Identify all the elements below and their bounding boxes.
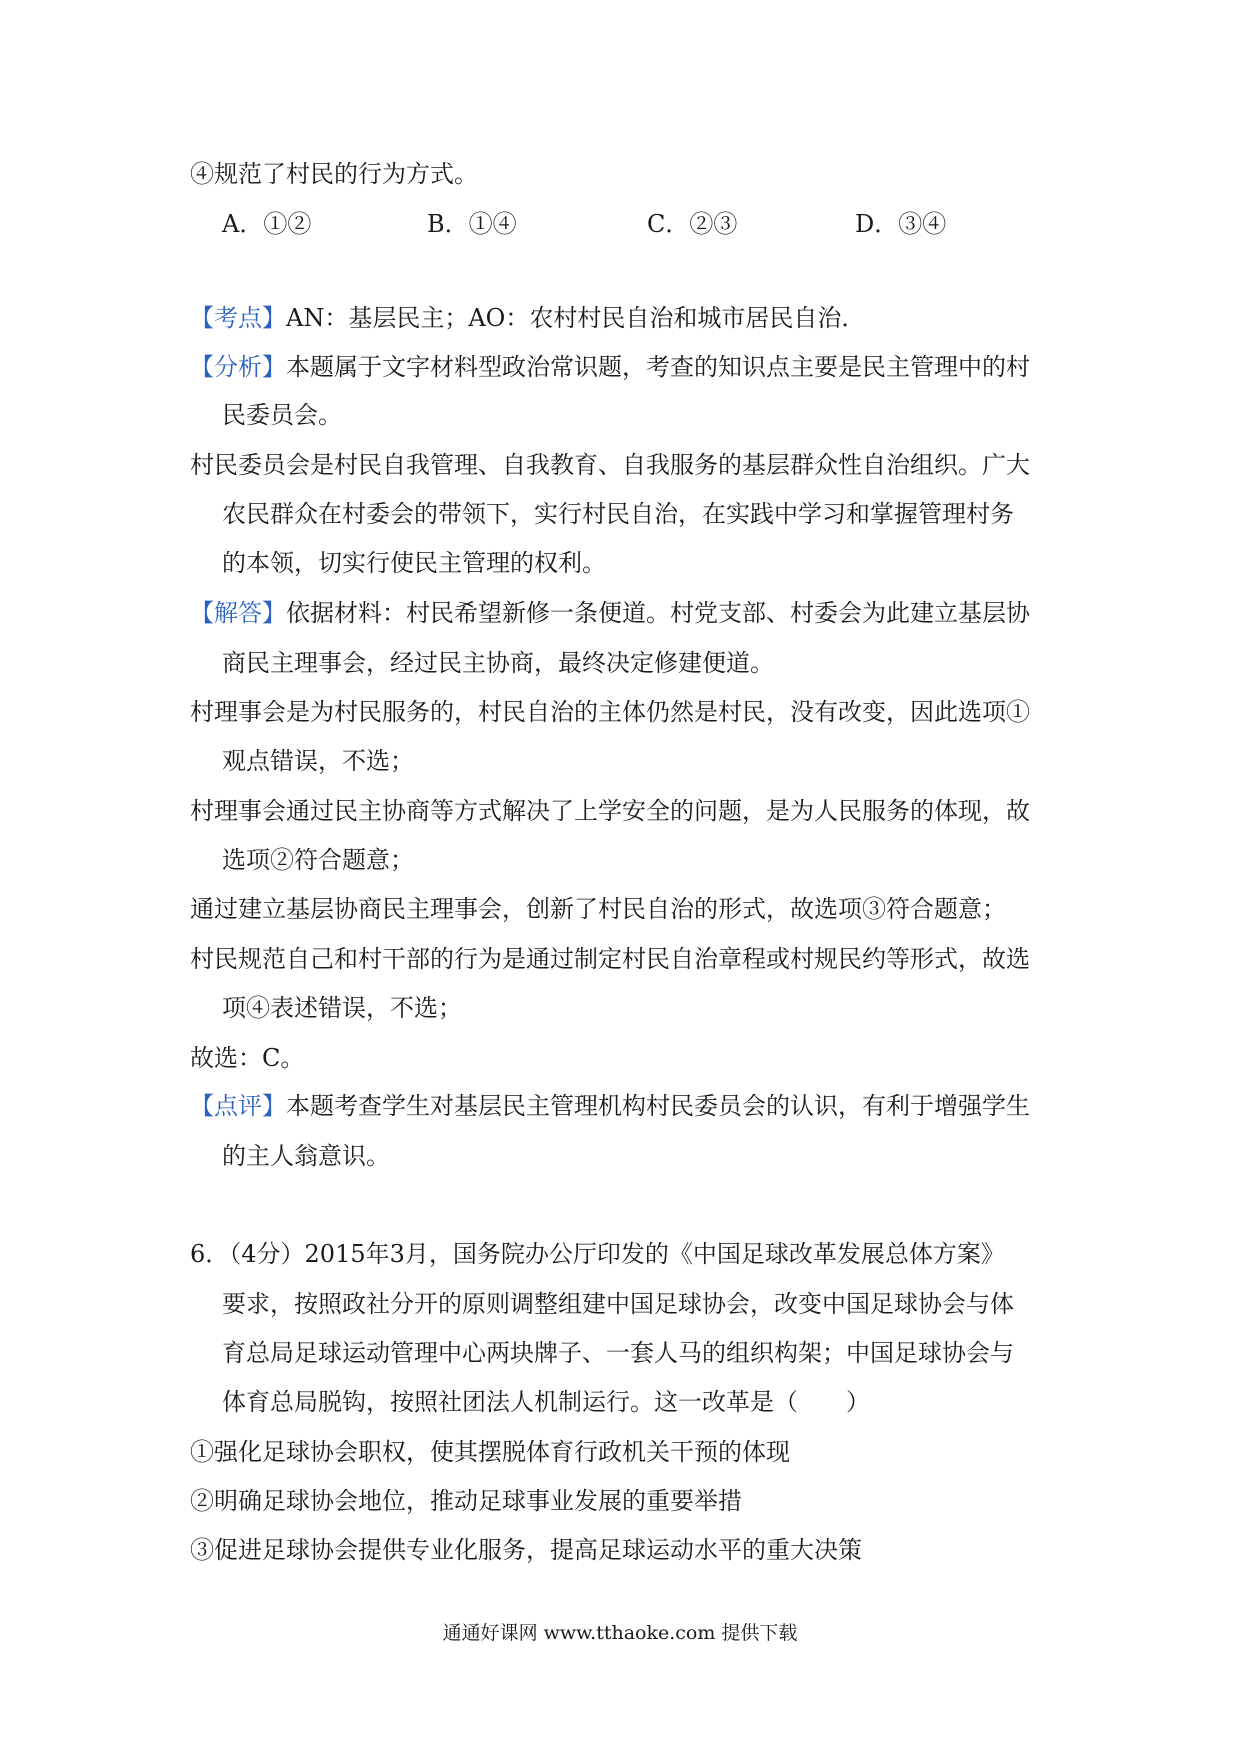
jieda-tag: 【解答】 (190, 599, 286, 627)
q6-stem-line: 育总局足球运动管理中心两块牌子、一套人马的组织构架；中国足球协会与 (222, 1339, 1014, 1367)
fenxi-line: 村民委员会是村民自我管理、自我教育、自我服务的基层群众性自治组织。广大 (190, 451, 1030, 479)
fenxi-section (190, 351, 1030, 383)
fenxi-line: 本题属于文字材料型政治常识题，考查的知识点主要是民主管理中的村 (286, 353, 1030, 381)
jieda-line: 依据材料：村民希望新修一条便道。村党支部、村委会为此建立基层协 (286, 599, 1030, 627)
q6-stem-line: 体育总局脱钩，按照社团法人机制运行。这一改革是（ ） (222, 1388, 870, 1416)
dianping-line: 的主人翁意识。 (222, 1142, 390, 1170)
q5-option-c: C．②③ (647, 210, 738, 238)
dianping-section (190, 1090, 1030, 1122)
q6-item-3: ③促进足球协会提供专业化服务，提高足球运动水平的重大决策 (190, 1536, 862, 1564)
q6-stem-line: 要求，按照政社分开的原则调整组建中国足球协会，改变中国足球协会与体 (222, 1290, 1014, 1318)
jieda-answer: 故选：C。 (190, 1044, 305, 1072)
q5-option-b: B．①④ (427, 210, 517, 238)
q6-item-1: ①强化足球协会职权，使其摆脱体育行政机关干预的体现 (190, 1438, 790, 1466)
fenxi-tag: 【分析】 (190, 353, 286, 381)
q6-stem-line: 6．（4分）2015年3月，国务院办公厅印发的《中国足球改革发展总体方案》 (190, 1240, 1005, 1268)
jieda-line: 村理事会通过民主协商等方式解决了上学安全的问题，是为人民服务的体现，故 (190, 797, 1030, 825)
dianping-tag: 【点评】 (190, 1092, 286, 1120)
kaodian-text: AN：基层民主；AO：农村村民自治和城市居民自治． (286, 304, 866, 332)
jieda-line: 选项②符合题意； (222, 846, 414, 874)
q6-item-2: ②明确足球协会地位，推动足球事业发展的重要举措 (190, 1487, 742, 1515)
jieda-line: 村民规范自己和村干部的行为是通过制定村民自治章程或村规民约等形式，故选 (190, 945, 1030, 973)
q5-option-a: A．①② (222, 210, 312, 238)
kaodian-section (190, 302, 865, 334)
q5-item-4: ④规范了村民的行为方式。 (190, 160, 478, 188)
jieda-line: 商民主理事会，经过民主协商，最终决定修建便道。 (222, 649, 774, 677)
jieda-section (190, 597, 1030, 629)
page-footer: 通通好课网 www.tthaoke.com 提供下载 (442, 1622, 798, 1644)
fenxi-line: 的本领，切实行使民主管理的权利。 (222, 549, 606, 577)
dianping-line: 本题考查学生对基层民主管理机构村民委员会的认识，有利于增强学生 (286, 1092, 1030, 1120)
jieda-line: 通过建立基层协商民主理事会，创新了村民自治的形式，故选项③符合题意； (190, 895, 1006, 923)
fenxi-line: 民委员会。 (222, 401, 342, 429)
jieda-line: 观点错误，不选； (222, 747, 414, 775)
q5-options (222, 208, 982, 240)
jieda-line: 村理事会是为村民服务的，村民自治的主体仍然是村民，没有改变，因此选项① (190, 698, 1030, 726)
fenxi-line: 农民群众在村委会的带领下，实行村民自治，在实践中学习和掌握管理村务 (222, 500, 1014, 528)
jieda-line: 项④表述错误，不选； (222, 994, 462, 1022)
kaodian-tag: 【考点】 (190, 304, 286, 332)
q5-option-d: D．③④ (855, 210, 947, 238)
